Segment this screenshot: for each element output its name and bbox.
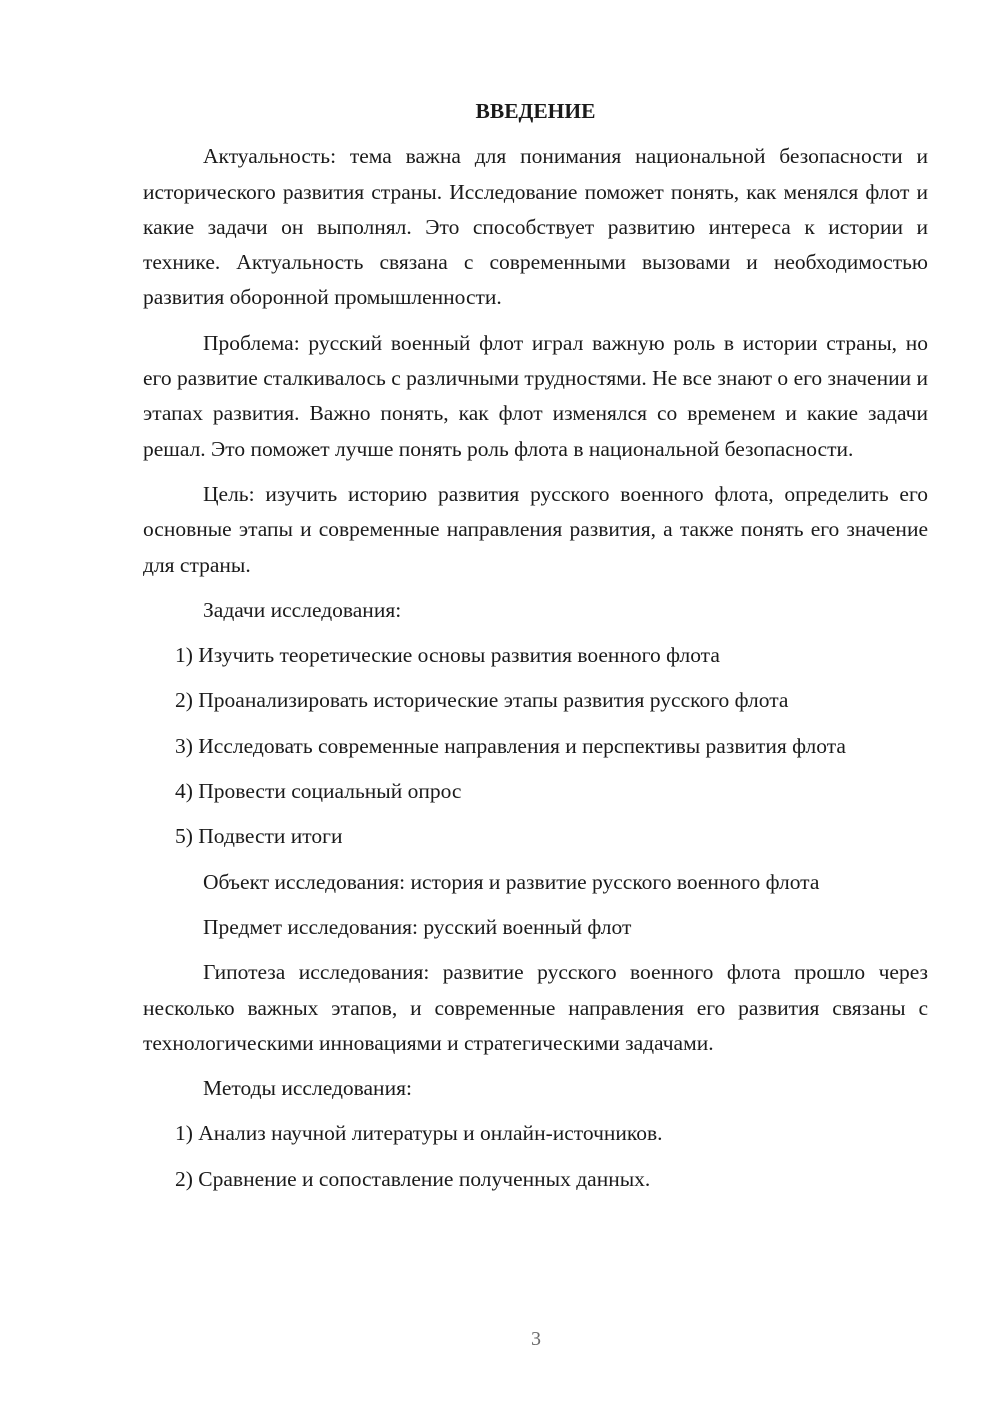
task-item: 5) Подвести итоги <box>175 824 343 849</box>
tasks-heading: Задачи исследования: <box>203 597 402 622</box>
method-item: 2) Сравнение и сопоставление полученных данных. <box>175 1166 651 1191</box>
task-item: 3) Исследовать современные направления и перспективы развития флота <box>175 733 846 758</box>
method-item: 1) Анализ научной литературы и онлайн-источников. <box>175 1121 663 1146</box>
goal-paragraph: Цель: изучить историю развития русского военного флота, определить его основные этапы и современные направления развития, а также понять его значение для страны. <box>143 481 928 577</box>
task-item: 4) Провести социальный опрос <box>175 779 462 804</box>
task-item: 2) Проанализировать исторические этапы развития русского флота <box>175 688 789 713</box>
subject-line: Предмет исследования: русский военный флот <box>203 914 632 939</box>
page-number: 3 <box>531 1328 541 1350</box>
document-page <box>143 94 928 1207</box>
object-line: Объект исследования: история и развитие русского военного флота <box>203 869 820 894</box>
task-item: 1) Изучить теоретические основы развития военного флота <box>175 643 720 668</box>
problem-paragraph: Проблема: русский военный флот играл важную роль в истории страны, но его развитие сталкивалось с различными трудностями. Не все знают о его значении и этапах развития. Важно понять, как флот изменялся со временем и какие задачи решал. Это поможет лучше понять роль флота в национальной безопасности. <box>143 330 928 461</box>
page-title: ВВЕДЕНИЕ <box>475 99 596 123</box>
methods-heading: Методы исследования: <box>203 1076 412 1101</box>
hypothesis-paragraph: Гипотеза исследования: развитие русского военного флота прошло через несколько важных этапов, и современные направления его развития связаны с технологическими инновациями и стратегическими задачами. <box>143 960 928 1055</box>
relevance-paragraph: Актуальность: тема важна для понимания национальной безопасности и исторического развития страны. Исследование поможет понять, как менялся флот и какие задачи он выполнял. Это способствует развитию интереса к истории и технике. Актуальность связана с современными вызовами и необходимостью развития оборонной промышленности. <box>143 144 928 310</box>
